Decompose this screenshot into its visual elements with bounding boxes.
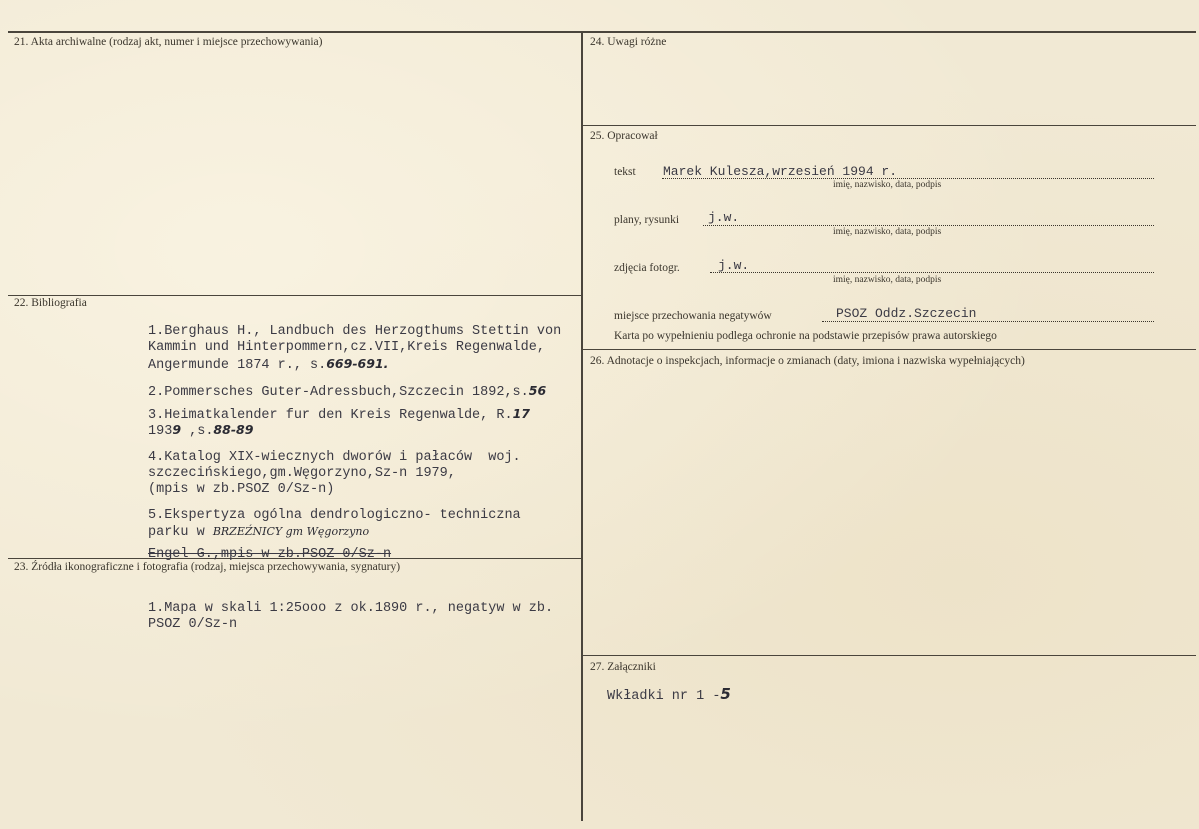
bib-item-3-handwritten-year-digit: 9 xyxy=(172,422,182,437)
bib-item-2-text: 2.Pommersches Guter-Adressbuch,Szczecin 1892,s. xyxy=(148,385,529,400)
bib-item-1-text: Angermunde 1874 r., s. xyxy=(148,358,327,373)
miejsce-value: PSOZ Oddz.Szczecin xyxy=(836,306,977,321)
bib-item-5-handwritten-place: BRZEŹNICY gm Węgorzyno xyxy=(212,525,370,538)
bib-item-5-line-1: 5.Ekspertyza ogólna dendrologiczno- techniczna xyxy=(148,508,521,523)
bib-item-2 xyxy=(148,382,546,401)
bib-item-3-text-1: 3.Heimatkalender fur den Kreis Regenwalde, R. xyxy=(148,408,513,423)
bib-item-5-line-2 xyxy=(148,523,369,541)
bib-item-3-line-2 xyxy=(148,421,253,440)
bib-item-1-handwritten-pages: 669-691. xyxy=(326,356,389,371)
center-vertical-rule xyxy=(581,31,583,821)
bib-item-3-handwritten-pages: 88-89 xyxy=(213,422,254,437)
miejsce-label: miejsce przechowania negatywów xyxy=(614,310,772,322)
bib-item-1-line-1: 1.Berghaus H., Landbuch des Herzogthums Stettin von xyxy=(148,324,562,339)
rule-25-26 xyxy=(582,349,1196,350)
icon-item-1-line-1: 1.Mapa w skali 1:25ooo z ok.1890 r., negatyw w zb. xyxy=(148,601,554,616)
zdjecia-caption: imię, nazwisko, data, podpis xyxy=(833,275,942,285)
zdjecia-value: j.w. xyxy=(718,258,750,273)
attachments-handwritten-number: 5 xyxy=(720,685,731,703)
attachments-value xyxy=(607,686,731,705)
section-23-label: 23. Źródła ikonograficzne i fotografia (rodzaj, miejsca przechowywania, sygnatury) xyxy=(14,561,401,573)
bib-item-5-struck-line: Engel G.,mpis w zb.PSOZ 0/Sz-n xyxy=(148,547,392,562)
section-25-label: 25. Opracował xyxy=(590,130,658,142)
plany-caption: imię, nazwisko, data, podpis xyxy=(833,227,942,237)
bib-item-3-handwritten-volume: 17 xyxy=(512,406,530,421)
bib-item-2-handwritten-page: 56 xyxy=(528,383,547,398)
rule-21-22 xyxy=(8,295,582,296)
top-rule xyxy=(8,31,1196,33)
bib-item-3-year-prefix: 193 xyxy=(148,424,173,439)
plany-value: j.w. xyxy=(708,210,740,225)
attachments-text: Wkładki nr 1 - xyxy=(607,689,721,704)
plany-label: plany, rysunki xyxy=(614,214,680,226)
tekst-label: tekst xyxy=(614,166,636,178)
bib-item-4-line-3: (mpis w zb.PSOZ 0/Sz-n) xyxy=(148,482,335,497)
bib-item-3-mid: ,s. xyxy=(181,424,214,439)
plany-dotline xyxy=(703,225,1154,226)
section-21-label: 21. Akta archiwalne (rodzaj akt, numer i miejsce przechowywania) xyxy=(14,36,323,48)
bib-item-5-text-2: parku w xyxy=(148,525,213,540)
section-22-label: 22. Bibliografia xyxy=(14,297,87,309)
zdjecia-label: zdjęcia fotogr. xyxy=(614,262,680,274)
bib-item-1-line-2: Kammin und Hinterpommern,cz.VII,Kreis Regenwalde, xyxy=(148,340,545,355)
tekst-value: Marek Kulesza,wrzesień 1994 r. xyxy=(663,164,898,179)
rule-24-25 xyxy=(582,125,1196,126)
section-24-label: 24. Uwagi różne xyxy=(590,36,667,48)
icon-item-1-line-2: PSOZ 0/Sz-n xyxy=(148,617,238,632)
rule-26-27 xyxy=(582,655,1196,656)
tekst-caption: imię, nazwisko, data, podpis xyxy=(833,180,942,190)
bib-item-4-line-2: szczecińskiego,gm.Węgorzyno,Sz-n 1979, xyxy=(148,466,456,481)
bib-item-4-line-1: 4.Katalog XIX-wiecznych dworów i pałaców woj. xyxy=(148,450,521,465)
zdjecia-dotline xyxy=(710,272,1154,273)
section-26-label: 26. Adnotacje o inspekcjach, informacje o zmianach (daty, imiona i nazwiska wypełniających) xyxy=(590,355,1025,367)
copyright-note: Karta po wypełnieniu podlega ochronie na podstawie przepisów prawa autorskiego xyxy=(614,330,997,342)
section-27-label: 27. Załączniki xyxy=(590,661,656,673)
bib-item-1-line-3 xyxy=(148,355,388,374)
